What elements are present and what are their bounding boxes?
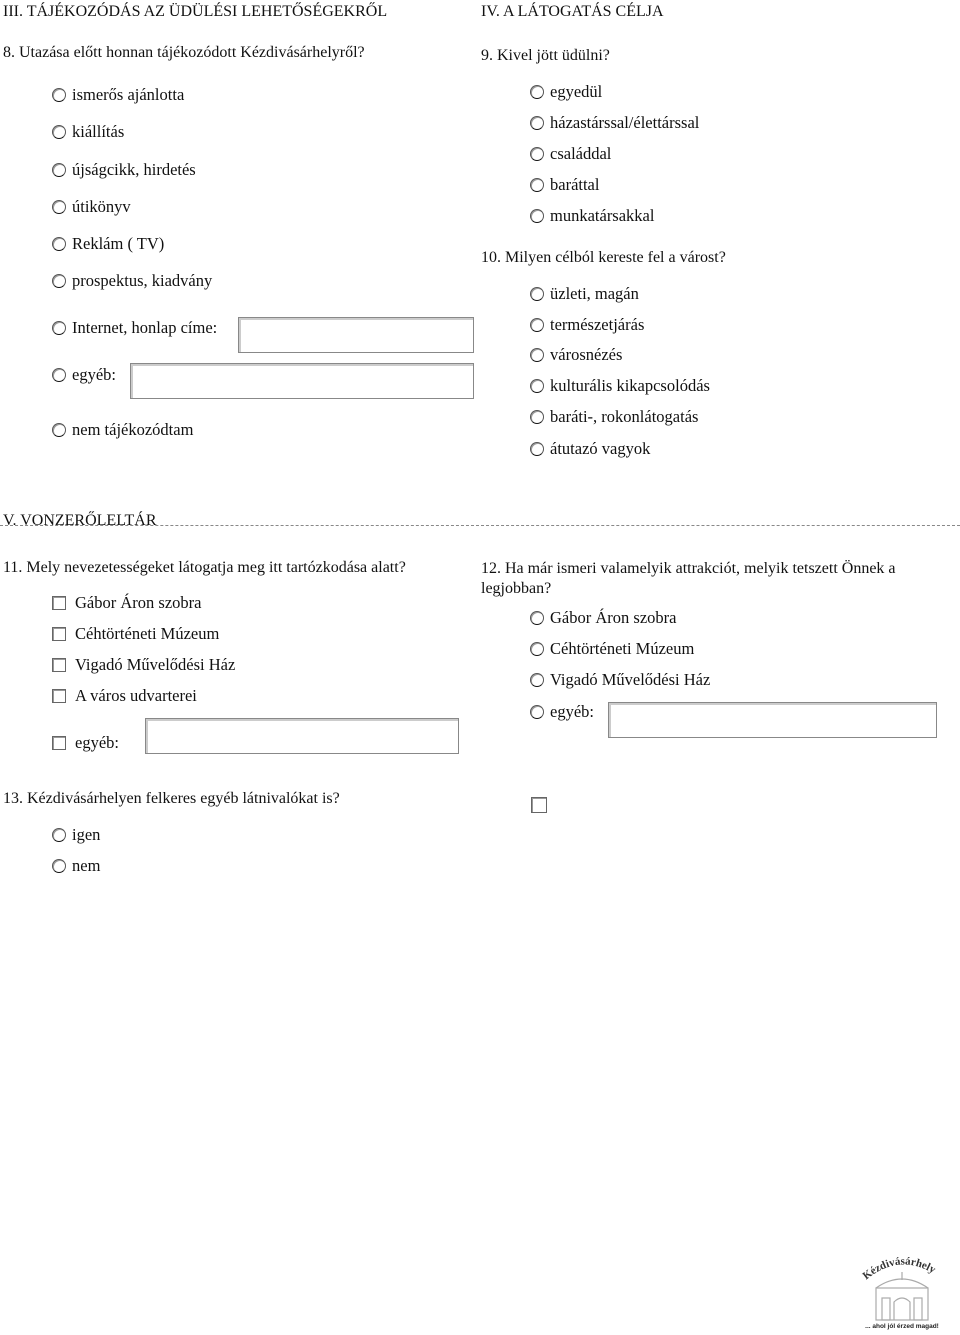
radio-icon[interactable] [52, 200, 66, 214]
radio-icon[interactable] [530, 379, 544, 393]
q10-option[interactable]: városnézés [530, 345, 622, 365]
q10-option[interactable]: üzleti, magán [530, 284, 639, 304]
radio-icon[interactable] [530, 116, 544, 130]
section5-heading: V. VONZERŐLELTÁR [3, 512, 157, 529]
q8-option[interactable]: útikönyv [52, 197, 131, 217]
q8-option[interactable]: újságcikk, hirdetés [52, 160, 196, 180]
q8-option[interactable]: Internet, honlap címe: [52, 318, 217, 338]
radio-icon[interactable] [530, 348, 544, 362]
q10-option[interactable]: kulturális kikapcsolódás [530, 376, 710, 396]
radio-icon[interactable] [52, 859, 66, 873]
section4-heading: IV. A LÁTOGATÁS CÉLJA [481, 3, 664, 20]
q12-option[interactable]: Céhtörténeti Múzeum [530, 639, 694, 659]
q8-option[interactable]: prospektus, kiadvány [52, 271, 212, 291]
q12-other-input[interactable] [608, 702, 937, 738]
radio-icon[interactable] [530, 442, 544, 456]
q12-text-line1: 12. Ha már ismeri valamelyik attrakciót, melyik tetszett Önnek a [481, 560, 896, 577]
radio-icon[interactable] [530, 642, 544, 656]
website-input[interactable] [238, 317, 474, 353]
radio-icon[interactable] [52, 321, 66, 335]
checkbox-icon[interactable] [52, 596, 66, 610]
q10-option[interactable]: baráti-, rokonlátogatás [530, 407, 698, 427]
q12-option[interactable]: Vigadó Művelődési Ház [530, 670, 710, 690]
q8-text: 8. Utazása előtt honnan tájékozódott Kézdivásárhelyről? [3, 44, 365, 61]
q8-option[interactable]: egyéb: [52, 365, 116, 385]
q12-text-line2: legjobban? [481, 580, 552, 597]
q11-option[interactable]: Céhtörténeti Múzeum [52, 624, 219, 644]
radio-icon[interactable] [530, 318, 544, 332]
radio-icon[interactable] [52, 125, 66, 139]
q9-option[interactable]: családdal [530, 144, 611, 164]
radio-icon[interactable] [52, 237, 66, 251]
checkbox-icon[interactable] [52, 627, 66, 641]
q13-option[interactable]: igen [52, 825, 100, 845]
radio-icon[interactable] [530, 705, 544, 719]
checkbox-icon[interactable] [52, 689, 66, 703]
q9-text: 9. Kivel jött üdülni? [481, 47, 610, 64]
radio-icon[interactable] [530, 673, 544, 687]
q13-text: 13. Kézdivásárhelyen felkeres egyéb látnivalókat is? [3, 790, 340, 807]
radio-icon[interactable] [52, 88, 66, 102]
q8-other-input[interactable] [130, 363, 474, 399]
q8-option[interactable]: nem tájékozódtam [52, 420, 193, 440]
q12-option[interactable]: egyéb: [530, 702, 594, 722]
q9-option[interactable]: házastárssal/élettárssal [530, 113, 699, 133]
q9-option[interactable]: munkatársakkal [530, 206, 654, 226]
q12-option[interactable]: Gábor Áron szobra [530, 608, 676, 628]
radio-icon[interactable] [530, 410, 544, 424]
logo-graphic [858, 1248, 946, 1330]
q10-option[interactable]: természetjárás [530, 315, 644, 335]
radio-icon[interactable] [530, 147, 544, 161]
q8-option[interactable]: kiállítás [52, 122, 124, 142]
q11-other-input[interactable] [145, 718, 459, 754]
radio-icon[interactable] [52, 163, 66, 177]
q8-option[interactable]: ismerős ajánlotta [52, 85, 184, 105]
q9-option[interactable]: egyedül [530, 82, 602, 102]
radio-icon[interactable] [52, 828, 66, 842]
radio-icon[interactable] [530, 178, 544, 192]
checkbox-icon[interactable] [52, 736, 66, 750]
q11-option[interactable]: Vigadó Művelődési Ház [52, 655, 235, 675]
radio-icon[interactable] [52, 274, 66, 288]
logo-slogan: ... ahol jól érzed magad! [865, 1323, 939, 1330]
q10-text: 10. Milyen célból kereste fel a várost? [481, 249, 726, 266]
q11-option[interactable]: egyéb: [52, 733, 119, 753]
q9-option[interactable]: baráttal [530, 175, 599, 195]
section3-heading: III. TÁJÉKOZÓDÁS AZ ÜDÜLÉSI LEHETŐSÉGEKRŐL [3, 3, 388, 20]
q10-option[interactable]: átutazó vagyok [530, 439, 650, 459]
kezdivasarhely-logo [858, 1248, 946, 1330]
q8-option[interactable]: Reklám ( TV) [52, 234, 164, 254]
section-divider [0, 525, 960, 526]
radio-icon[interactable] [530, 85, 544, 99]
q11-option[interactable]: Gábor Áron szobra [52, 593, 201, 613]
logo-title: Kézdivásárhely [860, 1255, 938, 1283]
radio-icon[interactable] [530, 611, 544, 625]
q11-text: 11. Mely nevezetességeket látogatja meg itt tartózkodása alatt? [3, 559, 406, 576]
radio-icon[interactable] [52, 423, 66, 437]
radio-icon[interactable] [52, 368, 66, 382]
checkbox-icon[interactable] [52, 658, 66, 672]
q11-option[interactable]: A város udvarterei [52, 686, 197, 706]
radio-icon[interactable] [530, 209, 544, 223]
checkbox-icon[interactable] [531, 797, 547, 813]
q13-checkbox[interactable] [531, 797, 556, 818]
radio-icon[interactable] [530, 287, 544, 301]
q13-option[interactable]: nem [52, 856, 100, 876]
